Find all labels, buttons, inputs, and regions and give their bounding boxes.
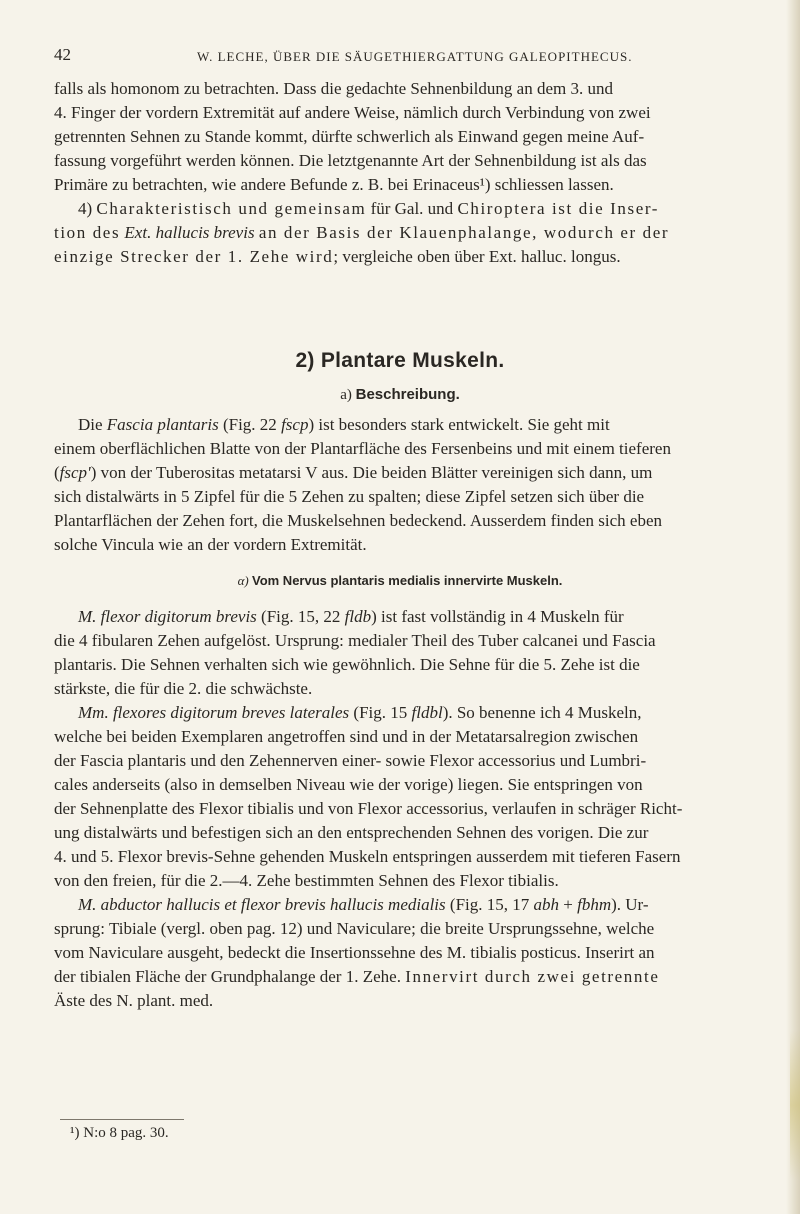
subheading-label: Beschreibung. — [355, 386, 460, 403]
page-number: 42 — [54, 45, 71, 64]
subheading-number: a) — [340, 387, 352, 403]
subheading — [0, 386, 800, 404]
text-line: sprung: Tibiale (vergl. oben pag. 12) und Naviculare; die breite Ursprungssehne, welche — [54, 919, 655, 938]
subsubheading — [0, 573, 800, 589]
text-line: plantaris. Die Sehnen verhalten sich wie gewöhnlich. Die Sehne für die 5. Zehe ist die — [54, 655, 640, 674]
text-line: tion des Ext. hallucis brevis an der Basis der Klauenphalange, wodurch er der — [54, 223, 670, 242]
footnote-rule — [60, 1119, 184, 1120]
text-line: sich distalwärts in 5 Zipfel für die 5 Zehen zu spalten; diese Zipfel setzen sich über die — [54, 487, 645, 506]
text-line: Plantarflächen der Zehen fort, die Muskelsehnen bedeckend. Ausserdem finden sich eben — [54, 511, 663, 530]
text-line: einem oberflächlichen Blatte von der Plantarfläche des Fersenbeins und mit einem tieferen — [54, 439, 671, 458]
text-line: 4. und 5. Flexor brevis-Sehne gehenden Muskeln entspringen ausserdem mit tieferen Fasern — [54, 847, 681, 866]
text-line: cales anderseits (also in demselben Niveau wie der vorige) liegen. Sie entspringen von — [54, 775, 643, 794]
text-line: solche Vincula wie an der vordern Extremität. — [54, 535, 367, 554]
text-line: 4) Charakteristisch und gemeinsam für Gal. und Chiroptera ist die Inser- — [78, 199, 660, 218]
text-line: der Sehnenplatte des Flexor tibialis und von Flexor accessorius, verlaufen in schräger Richt- — [54, 799, 683, 818]
text-line: Die Fascia plantaris (Fig. 22 fscp) ist besonders stark entwickelt. Sie geht mit — [78, 415, 610, 434]
text-line: falls als homonom zu betrachten. Dass die gedachte Sehnenbildung an dem 3. und — [54, 79, 613, 98]
text-line: von den freien, für die 2.—4. Zehe bestimmten Sehnen des Flexor tibialis. — [54, 871, 559, 890]
text-line: Mm. flexores digitorum breves laterales (Fig. 15 fldbl). So benenne ich 4 Muskeln, — [78, 703, 642, 722]
text-line: stärkste, die für die 2. die schwächste. — [54, 679, 313, 698]
subsubheading-number: α) — [237, 573, 249, 588]
text-line: M. flexor digitorum brevis (Fig. 15, 22 fldb) ist fast vollständig in 4 Muskeln für — [78, 607, 624, 626]
text-line: welche bei beiden Exemplaren angetroffen sind und in der Metatarsalregion zwischen — [54, 727, 639, 746]
text-line: Äste des N. plant. med. — [54, 991, 214, 1010]
text-line: der Fascia plantaris und den Zehennerven einer- sowie Flexor accessorius und Lumbri- — [54, 751, 647, 770]
text-line: getrennten Sehnen zu Stande kommt, dürfte schwerlich als Einwand gegen meine Auf- — [54, 127, 645, 146]
text-line: (fscp') von der Tuberositas metatarsi V aus. Die beiden Blätter vereinigen sich dann, um — [54, 463, 653, 482]
text-line: einzige Strecker der 1. Zehe wird; vergleiche oben über Ext. halluc. longus. — [54, 247, 621, 266]
text-line: fassung vorgeführt werden können. Die letztgenannte Art der Sehnenbildung ist als das — [54, 151, 647, 170]
text-line: die 4 fibularen Zehen aufgelöst. Ursprung: medialer Theil des Tuber calcanei und Fascia — [54, 631, 656, 650]
text-line: M. abductor hallucis et flexor brevis hallucis medialis (Fig. 15, 17 abh + fbhm). Ur- — [78, 895, 649, 914]
subsubheading-label: Vom Nervus plantaris medialis innervirte Muskeln. — [251, 573, 563, 588]
page-stain — [790, 1030, 800, 1180]
text-line: 4. Finger der vordern Extremität auf andere Weise, nämlich durch Verbindung von zwei — [54, 103, 651, 122]
footnote: ¹) N:o 8 pag. 30. — [70, 1125, 169, 1141]
text-line: ung distalwärts und befestigen sich an den entsprechenden Sehnen des vorigen. Die zur — [54, 823, 649, 842]
text-line: der tibialen Fläche der Grundphalange der 1. Zehe. Innervirt durch zwei getrennte — [54, 967, 660, 986]
running-head: W. LECHE, ÜBER DIE SÄUGETHIERGATTUNG GALEOPITHECUS. — [197, 49, 633, 64]
text-line: Primäre zu betrachten, wie andere Befunde z. B. bei Erinaceus¹) schliessen lassen. — [54, 175, 614, 194]
section-title: 2) Plantare Muskeln. — [295, 349, 505, 372]
text-line: vom Naviculare ausgeht, bedeckt die Insertionssehne des M. tibialis posticus. Inserirt an — [54, 943, 655, 962]
